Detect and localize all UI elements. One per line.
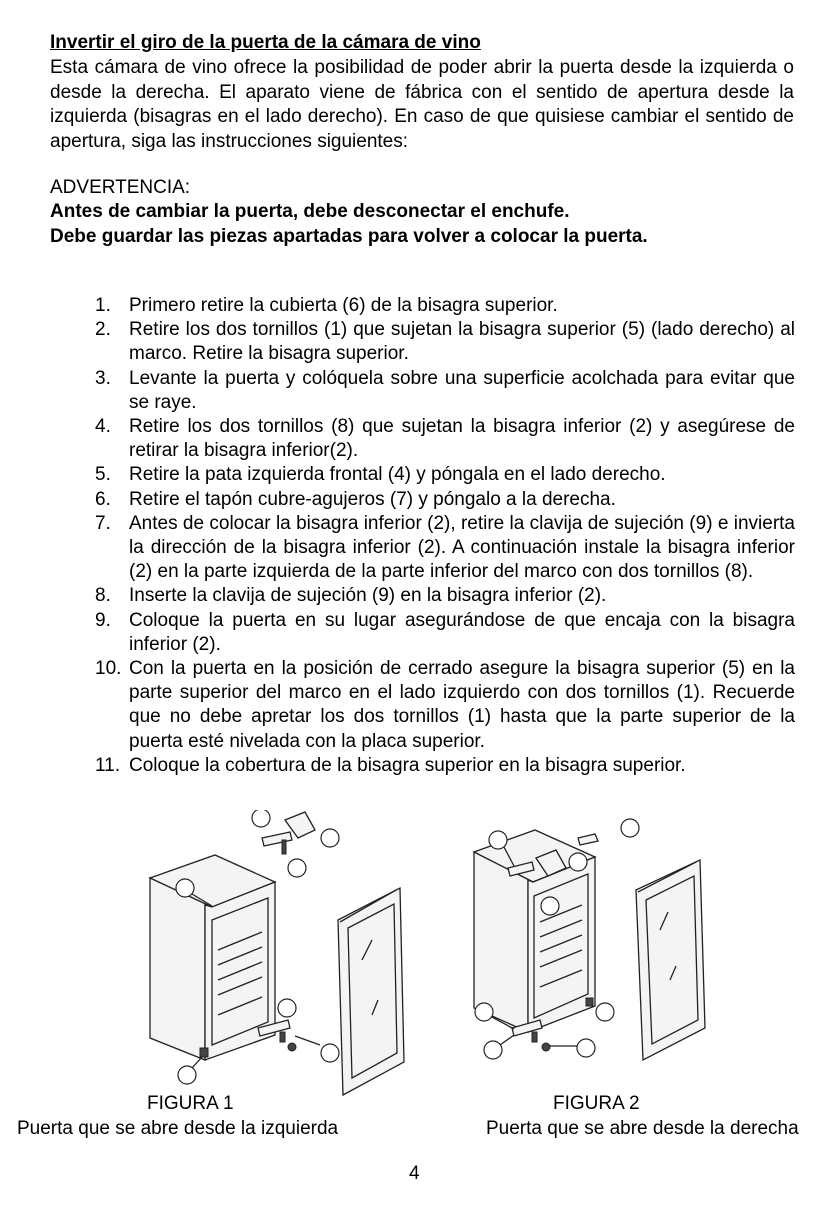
warning-line-unplug: Antes de cambiar la puerta, debe desconectar el enchufe.	[50, 201, 570, 222]
step-text: Retire el tapón cubre-agujeros (7) y póngalo a la derecha.	[129, 488, 616, 510]
callout-circle	[278, 999, 296, 1017]
step-text: Antes de colocar la bisagra inferior (2), retire la clavija de sujeción (9) e invierta la dirección de la bisagra inferior (2). A continuación instale la bisagra inferior (2) en la parte izquierda de la parte inferior del marco con dos tornillos (8).	[129, 512, 795, 583]
top-hinge	[262, 832, 292, 846]
step-number: 7.	[95, 512, 111, 534]
callout-circle	[621, 819, 639, 837]
step-number: 11.	[95, 754, 121, 776]
step-text: Levante la puerta y colóquela sobre una superficie acolchada para evitar que se raye.	[129, 367, 795, 413]
step-number: 8.	[95, 585, 111, 607]
step-item	[95, 754, 795, 778]
callout-circle	[321, 829, 339, 847]
step-number: 2.	[95, 319, 111, 341]
callout-circle	[475, 1003, 493, 1021]
callout-circle	[577, 1039, 595, 1057]
step-number: 1.	[95, 295, 111, 316]
warning-line-keep-parts: Debe guardar las piezas apartadas para volver a colocar la puerta.	[50, 226, 648, 247]
callout-circle	[541, 897, 559, 915]
step-text: Retire los dos tornillos (8) que sujetan la bisagra inferior (2) y asegúrese de retirar la bisagra inferior(2).	[129, 416, 795, 462]
figure-2-drawing	[474, 819, 705, 1060]
leader-line	[500, 1035, 514, 1045]
cabinet-side	[150, 878, 212, 1060]
figure-1-title: FIGURA 1	[147, 1093, 234, 1114]
leader-line	[295, 1036, 320, 1045]
intro-paragraph: Esta cámara de vino ofrece la posibilidad de poder abrir la puerta desde la izquierda o desde la derecha. El aparato viene de fábrica con el sentido de apertura desde la izquierda (bisagras en el lado derecho). En caso de que quisiese cambiar el sentido de apertura, siga las instrucciones siguientes:	[50, 57, 794, 152]
step-item	[95, 488, 795, 512]
front-foot	[200, 1048, 208, 1057]
callout-circle	[489, 831, 507, 849]
instruction-steps	[95, 294, 795, 778]
warning-label: ADVERTENCIA:	[50, 177, 191, 198]
step-item	[95, 584, 795, 608]
step-number: 6.	[95, 488, 111, 510]
figure-2-caption: Puerta que se abre desde la derecha	[486, 1118, 799, 1139]
page-number: 4	[409, 1163, 420, 1184]
step-item	[95, 463, 795, 487]
step-item	[95, 609, 795, 657]
step-number: 4.	[95, 416, 111, 438]
step-item	[95, 318, 795, 366]
callout-circle	[484, 1041, 502, 1059]
step-number: 10.	[95, 658, 122, 680]
callout-circle	[569, 853, 587, 871]
callout-circle	[288, 859, 306, 877]
step-item	[95, 294, 795, 318]
step-text: Retire la pata izquierda frontal (4) y póngala en el lado derecho.	[129, 464, 666, 486]
figure-1-caption: Puerta que se abre desde la izquierda	[17, 1118, 339, 1139]
step-number: 9.	[95, 609, 111, 631]
step-item	[95, 367, 795, 415]
leader-line	[192, 1057, 202, 1068]
step-text: Primero retire la cubierta (6) de la bisagra superior.	[129, 295, 558, 316]
step-text: Retire los dos tornillos (1) que sujetan la bisagra superior (5) (lado derecho) al marco. Retire la bisagra superior.	[129, 319, 795, 365]
callout-circle	[178, 1066, 196, 1084]
step-item	[95, 512, 795, 585]
callout-circle	[252, 810, 270, 827]
front-foot	[586, 998, 593, 1006]
step-item	[95, 415, 795, 463]
screw	[288, 1043, 296, 1051]
hinge-pin	[280, 1032, 285, 1042]
door-reversal-diagrams	[0, 810, 834, 1100]
step-text: Con la puerta en la posición de cerrado asegure la bisagra superior (5) en la parte superior del marco en el lado izquierdo con dos tornillos (1). Recuerde que no debe apretar los dos tornillos (1) hasta que la parte superior de la puerta esté nivelada con la placa superior.	[129, 658, 795, 752]
figure-2-title: FIGURA 2	[553, 1093, 640, 1114]
step-item	[95, 657, 795, 754]
step-text: Coloque la puerta en su lugar asegurándose de que encaja con la bisagra inferior (2).	[129, 609, 795, 655]
callout-circle	[176, 879, 194, 897]
step-text: Coloque la cobertura de la bisagra superior en la bisagra superior.	[129, 754, 686, 776]
step-text: Inserte la clavija de sujeción (9) en la bisagra inferior (2).	[129, 585, 607, 607]
callout-circle	[596, 1003, 614, 1021]
step-number: 3.	[95, 367, 111, 389]
hinge-pin	[532, 1032, 537, 1042]
screw	[542, 1043, 550, 1051]
hinge-pin	[282, 840, 286, 854]
figure-1-drawing	[150, 810, 404, 1095]
step-number: 5.	[95, 464, 111, 486]
section-heading: Invertir el giro de la puerta de la cámara de vino	[50, 32, 481, 53]
callout-circle	[321, 1044, 339, 1062]
hole-cover-cap	[578, 834, 598, 845]
